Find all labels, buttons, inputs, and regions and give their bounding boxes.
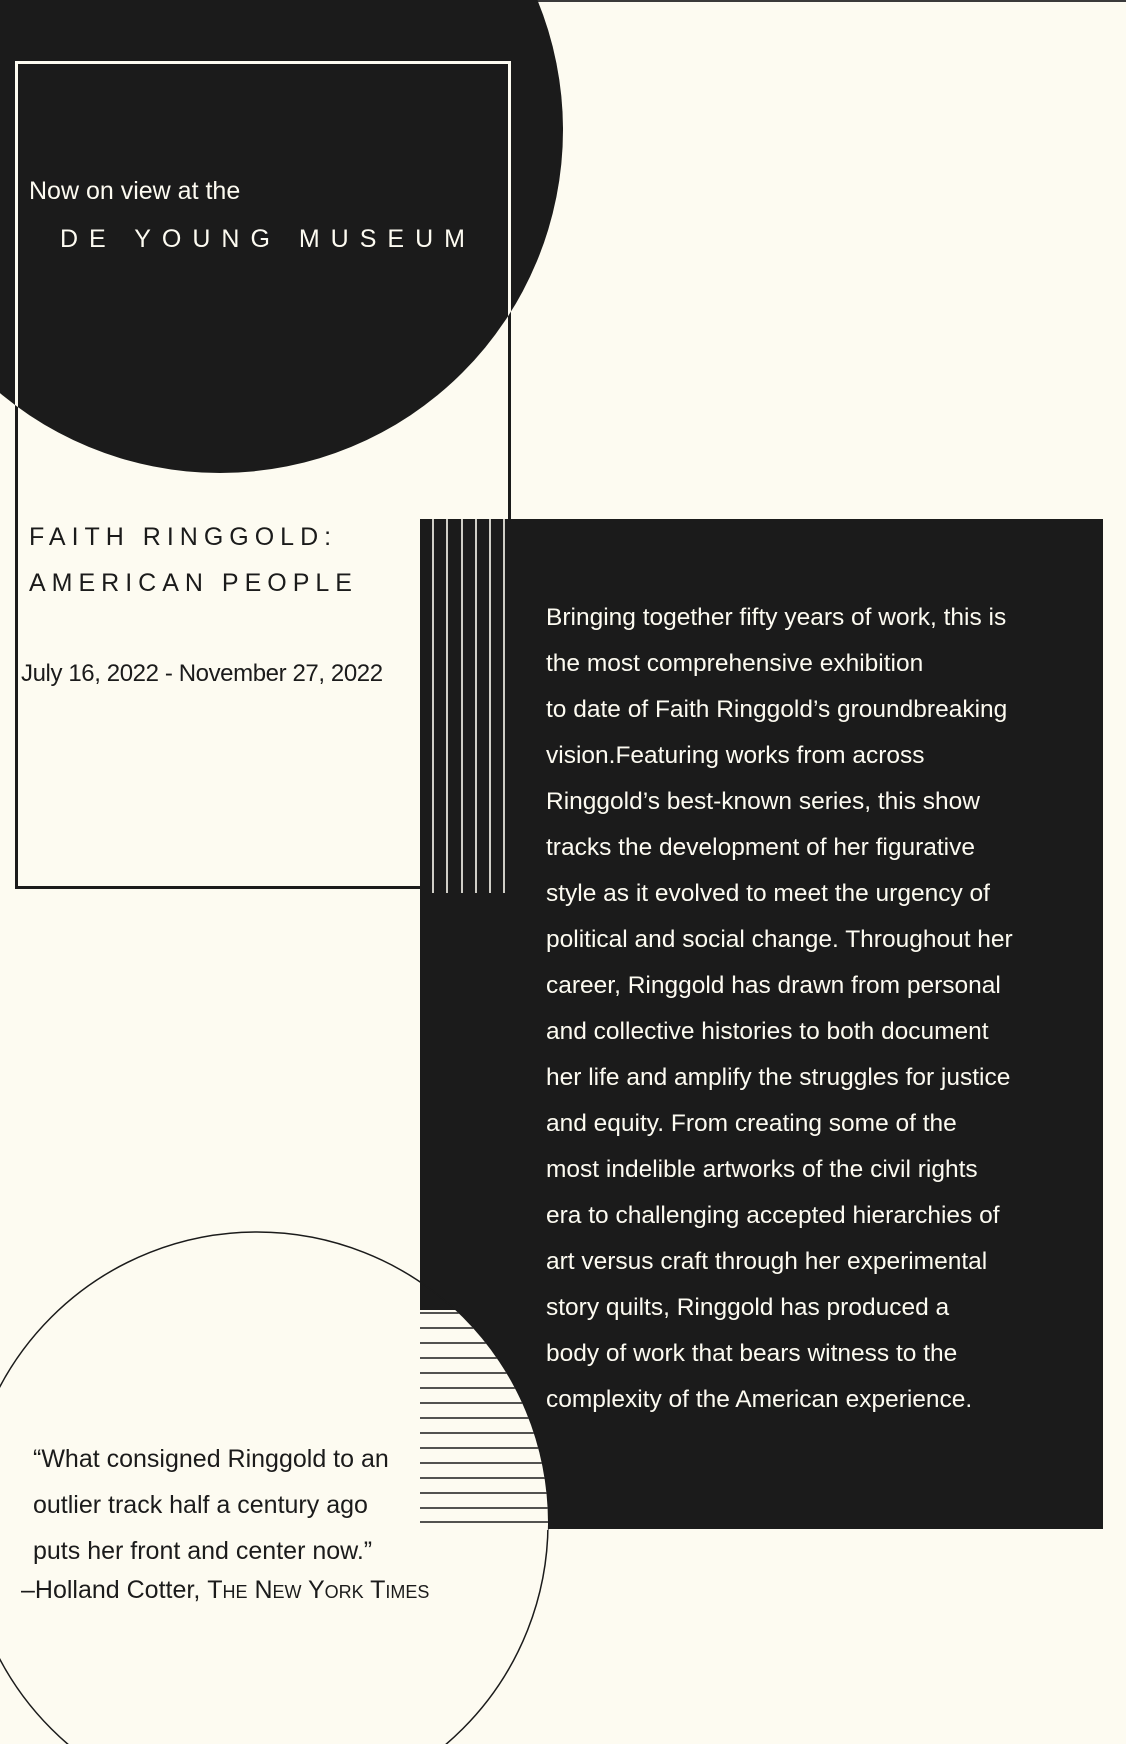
horizontal-lines-decoration <box>420 1310 560 1530</box>
quote-attribution <box>21 1576 429 1605</box>
quote-source: The New York Times <box>207 1576 430 1604</box>
exhibition-title-line-2: AMERICAN PEOPLE <box>29 569 358 597</box>
press-quote: “What consigned Ringgold to an outlier track half a century ago puts her front and center now.” <box>33 1445 389 1565</box>
museum-name: DE YOUNG MUSEUM <box>60 225 476 253</box>
exhibition-dates: July 16, 2022 - November 27, 2022 <box>21 660 383 687</box>
now-on-view-text: Now on view at the <box>29 177 241 205</box>
quote-author: –Holland Cotter, <box>21 1576 208 1604</box>
exhibition-title-line-1: FAITH RINGGOLD: <box>29 523 338 551</box>
exhibition-description: Bringing together fifty years of work, this is the most comprehensive exhibition to date of Faith Ringgold’s groundbreaking vision.Featuring works from across Ringgold’s best-known series, this show tracks the development of her figurative style as it evolved to meet the urgency of political and social change. Throughout her career, Ringgold has drawn from personal and collective histories to both document her life and amplify the struggles for justice and equity. From creating some of the most indelible artworks of the civil rights era to challenging accepted hierarchies of art versus craft through her experimental story quilts, Ringgold has produced a body of work that bears witness to the complexity of the American experience. <box>546 604 1013 1413</box>
